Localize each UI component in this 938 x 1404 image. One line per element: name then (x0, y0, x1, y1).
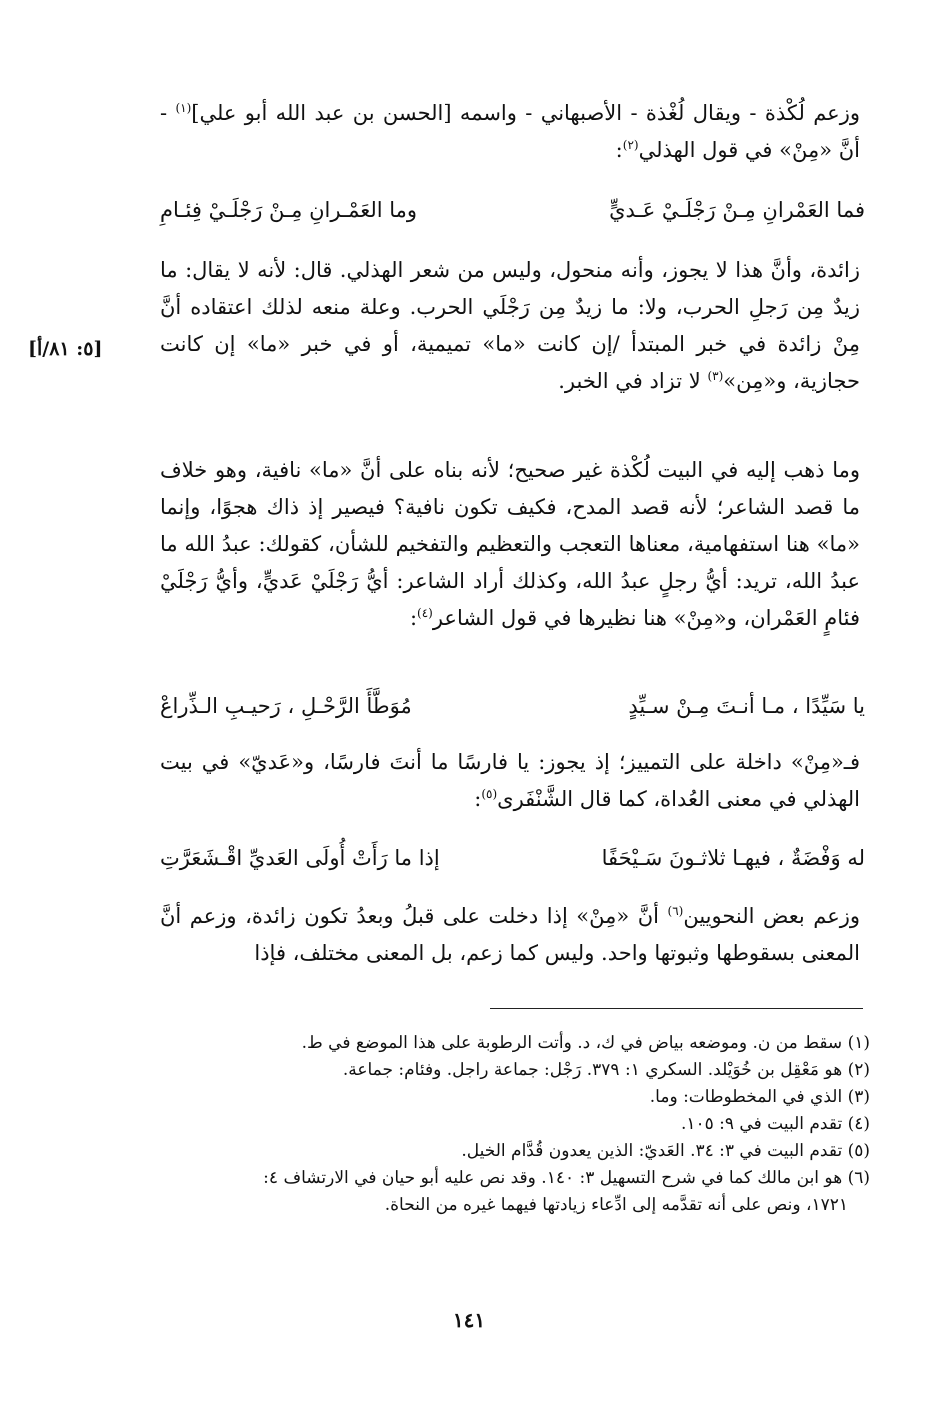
verse-3-first-hemistich: له وَفْضَةٌ ، فيهـا ثلاثـونَ سَـيْحَفًا (601, 846, 865, 870)
paragraph-5-text-a: وزعم بعض النحويين (683, 904, 861, 928)
manuscript-folio-reference: [٥: ٨١/أ] (28, 338, 103, 360)
footnote-marker-2: (٢) (622, 138, 639, 152)
verse-3-second-hemistich: إذا ما رَأَتْ أُولَى العَديِّ اقْـشَعَرَّتِ (160, 846, 440, 870)
paragraph-3-text-b: : (409, 606, 418, 630)
footnote-marker-6: (٦) (667, 904, 684, 918)
verse-1-second-hemistich: وما العَمْـرانِ مِـنْ رَجْلَـيْ فِئـامِ (160, 198, 418, 222)
paragraph-3-text-a: وما ذهب إليه في البيت لُكْذة غير صحيح؛ لأنه بناه على أنَّ «ما» نافية، وهو خلاف ما قصد الشاعر؛ لأنه قصد المدح، فكيف تكون نافية؟ فيصير إذ ذاك هجوًا، وإنما «ما» هنا استفهامية، معناها التعجب والتعظيم والتفخيم للشأن، كقولك: عبدُ الله ما عبدُ الله، تريد: أيُّ رجلٍ عبدُ الله، وكذلك أراد الشاعر: أيُّ رَجْلَيْ عَديٍّ، وأيُّ رَجْلَيْ فئامٍ العَمْران، و«مِنْ» هنا نظيرها في قول الشاعر (160, 458, 860, 630)
verse-2 (160, 688, 865, 725)
paragraph-1-text-c: : (615, 138, 623, 162)
page-number: ١٤١ (452, 1308, 486, 1332)
paragraph-4-text-b: : (474, 787, 482, 811)
footnote-separator (490, 1008, 863, 1009)
paragraph-1-text-b: - أنَّ «مِنْ» في قول الهذلي (160, 101, 860, 162)
footnote-6: (٦) هو ابن مالك كما في شرح التسهيل ٣: ١٤٠. وقد نص عليه أبو حيان في الارتشاف ٤: (263, 1168, 870, 1188)
footnote-marker-4: (٤) (417, 606, 433, 620)
footnote-1: (١) سقط من ن. وموضعه بياض في ك، د. وأتت الرطوبة على هذا الموضع في ط. (301, 1033, 870, 1053)
paragraph-4 (160, 744, 860, 818)
footnote-2: (٢) هو مَعْقِل بن خُوَيْلد. السكري ١: ٣٧٩. رَجْل: جماعة راجل. وفئام: جماعة. (342, 1060, 870, 1080)
verse-1-first-hemistich: فما العَمْرانِ مِـنْ رَجْلَـيْ عَـديٍّ (609, 198, 865, 222)
footnote-marker-5: (٥) (481, 787, 498, 801)
verse-1 (160, 192, 865, 229)
paragraph-5-text-b: أنَّ «مِنْ» إذا دخلت على قبلُ وبعدُ تكون زائدة، وزعم أنَّ المعنى بسقوطها وثبوتها واحد. وليس كما زعم، بل المعنى مختلف، فإذا (160, 904, 860, 965)
footnote-5: (٥) تقدم البيت في ٣: ٣٤. العَديّ: الذين يعدون قُدَّام الخيل. (461, 1141, 870, 1161)
verse-3 (160, 840, 865, 877)
paragraph-3 (160, 452, 860, 637)
footnote-marker-1: (١) (175, 101, 192, 115)
footnote-4: (٤) تقدم البيت في ٩: ١٠٥. (680, 1114, 870, 1134)
paragraph-5 (160, 898, 860, 972)
paragraph-2 (160, 252, 860, 400)
paragraph-2-text-a: زائدة، وأنَّ هذا لا يجوز، وأنه منحول، وليس من شعر الهذلي. قال: لأنه لا يقال: ما زيدٌ مِن رَجلِ الحرب، ولا: ما زيدٌ مِن رَجْلَي الحرب. وعلة منعه لذلك اعتقاده أنَّ مِنْ زائدة في خبر المبتدأ /إن كانت «ما» تميمية، أو في خبر «ما» إن كانت حجازية، و«مِن» (160, 258, 860, 393)
verse-2-second-hemistich: مُوَطَّأَ الرَّحْـلِ ، رَحيـبِ الـذِّراعْ (160, 694, 412, 718)
verse-2-first-hemistich: يا سَيِّدًا ، مـا أنـتَ مِـنْ سـيِّدٍ (628, 694, 865, 718)
footnote-6-continuation: ١٧٢١، ونص على أنه تقدَّمه إلى ادِّعاء زيادتها فيهما غيره من النحاة. (384, 1195, 848, 1215)
paragraph-4-text-a: فـ«مِنْ» داخلة على التمييز؛ إذ يجوز: يا فارسًا ما أنتَ فارسًا، و«عَديّ» في بيت الهذلي في معنى العُداة، كما قال الشَّنْفَرى (160, 750, 860, 811)
paragraph-2-text-b: لا تزاد في الخبر. (558, 369, 708, 393)
footnote-marker-3: (٣) (707, 369, 724, 383)
paragraph-1 (160, 95, 860, 169)
paragraph-1-text-a: وزعم لُكْذة - ويقال لُغْذة - الأصبهاني - واسمه [الحسن بن عبد الله أبو علي] (191, 101, 860, 125)
footnote-3: (٣) الذي في المخطوطات: وما. (649, 1087, 870, 1107)
footnotes (250, 1030, 870, 1219)
